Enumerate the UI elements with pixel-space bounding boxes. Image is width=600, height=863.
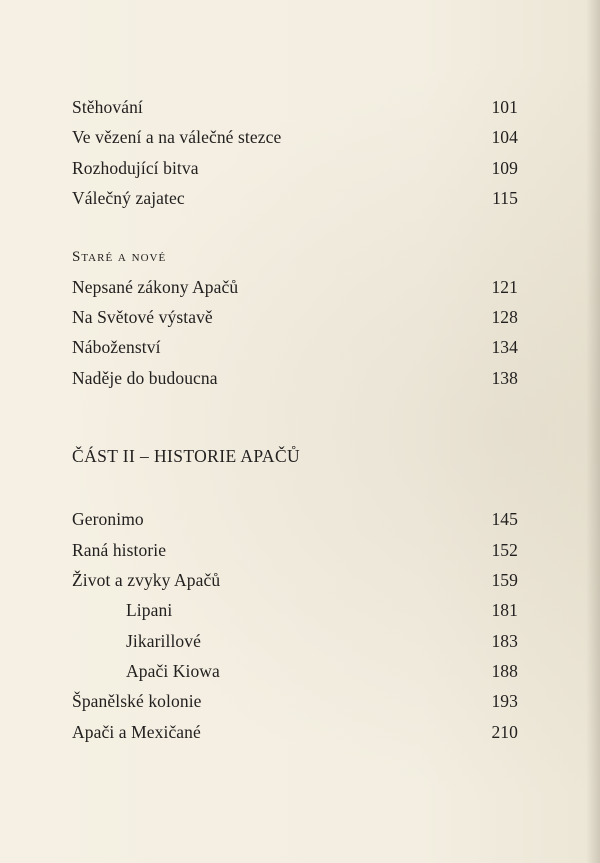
toc-entry-page: 128 xyxy=(491,306,518,327)
toc-entry-page: 121 xyxy=(491,276,518,297)
toc-entry-page: 210 xyxy=(491,721,518,742)
toc-entry-page: 183 xyxy=(491,630,518,651)
spacer xyxy=(72,471,518,504)
toc-entry xyxy=(72,504,518,534)
toc-entry-title: Naděje do budoucna xyxy=(72,367,218,388)
spacer xyxy=(72,393,518,441)
toc-entry xyxy=(72,565,518,595)
toc-subentry xyxy=(72,626,518,656)
toc-entry-title: Stěhování xyxy=(72,97,143,117)
page-gutter-shadow xyxy=(586,0,600,863)
toc-entry xyxy=(72,122,518,152)
toc-entry-title: Nepsané zákony Apačů xyxy=(72,276,239,297)
toc-entry-title: Lipani xyxy=(126,600,173,621)
toc-entry xyxy=(72,717,518,747)
toc-entry-page: 159 xyxy=(491,569,518,590)
toc-entry-title: Rozhodující bitva xyxy=(72,157,199,178)
toc-entry xyxy=(72,272,518,302)
toc-entry-page: 138 xyxy=(491,367,518,388)
toc-entry-page: 193 xyxy=(491,691,518,712)
toc-entry-title: Jikarillové xyxy=(126,630,201,651)
toc-entry xyxy=(72,92,518,122)
toc-entry-title: Apači a Mexičané xyxy=(72,721,201,742)
toc-entry-page: 104 xyxy=(491,127,518,148)
toc-entry-page: 115 xyxy=(492,188,518,209)
toc-entry-title: Na Světové výstavě xyxy=(72,306,213,327)
toc-entry-page: 188 xyxy=(491,661,518,682)
toc-entry-page: 101 xyxy=(491,97,518,117)
toc-entry-page: 134 xyxy=(491,337,518,358)
toc-subentry xyxy=(72,656,518,686)
toc-entry xyxy=(72,332,518,362)
toc-entry xyxy=(72,302,518,332)
toc-entry-page: 152 xyxy=(491,539,518,560)
toc-entry-page: 145 xyxy=(491,509,518,530)
table-of-contents xyxy=(72,92,518,747)
toc-entry xyxy=(72,183,518,213)
toc-entry xyxy=(72,686,518,716)
section-heading: Staré a nové xyxy=(72,248,167,265)
part-title: ČÁST II – HISTORIE APAČŮ xyxy=(72,446,301,467)
toc-entry-page: 181 xyxy=(491,600,518,621)
toc-entry-page: 109 xyxy=(491,157,518,178)
toc-entry xyxy=(72,153,518,183)
toc-entry-title: Španělské kolonie xyxy=(72,691,202,712)
toc-entry-title: Geronimo xyxy=(72,509,144,530)
toc-entry-title: Apači Kiowa xyxy=(126,661,220,682)
spacer xyxy=(72,214,518,242)
toc-entry-title: Válečný zajatec xyxy=(72,188,185,209)
toc-entry-title: Ve vězení a na válečné stezce xyxy=(72,127,282,148)
toc-entry xyxy=(72,363,518,393)
toc-entry-title: Život a zvyky Apačů xyxy=(72,569,221,590)
toc-entry-title: Náboženství xyxy=(72,337,161,358)
toc-subentry xyxy=(72,595,518,625)
toc-entry-title: Raná historie xyxy=(72,539,167,560)
toc-entry xyxy=(72,535,518,565)
